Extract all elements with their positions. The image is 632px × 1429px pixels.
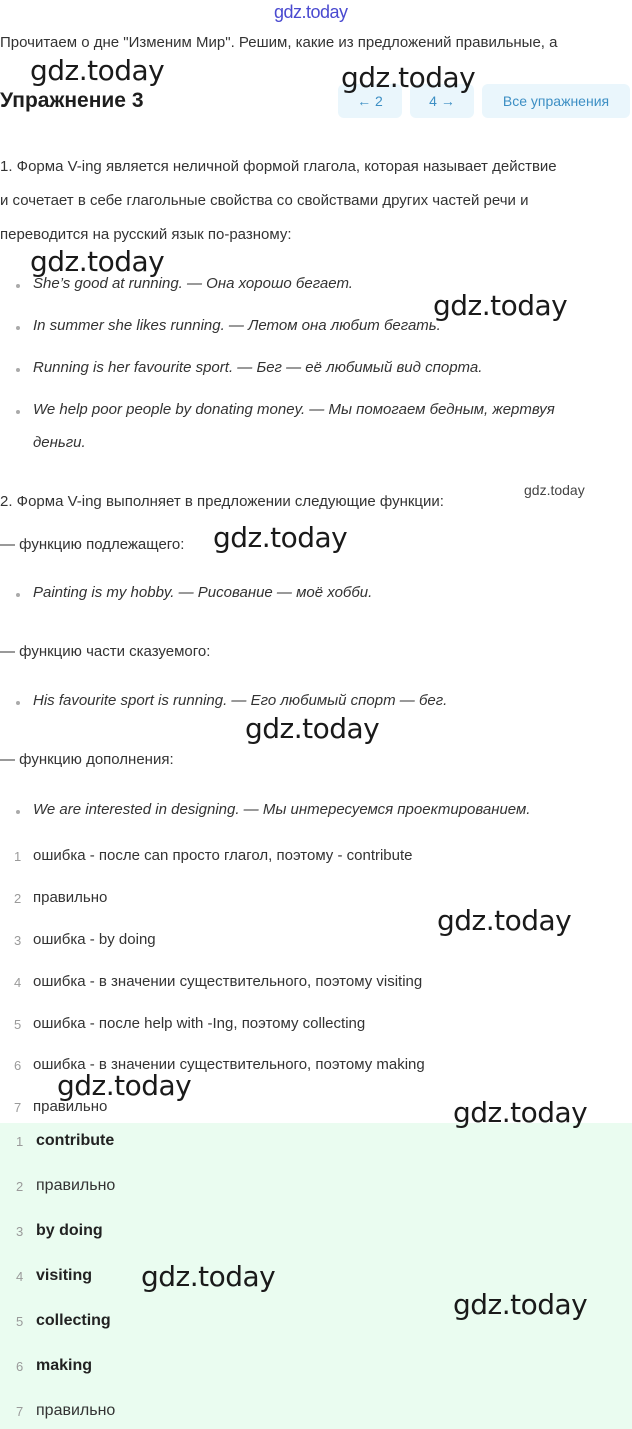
watermark-text: gdz.today bbox=[433, 289, 568, 322]
short-answer-text: by doing bbox=[36, 1222, 103, 1239]
all-exercises-button[interactable]: Все упражнения bbox=[482, 84, 630, 118]
function-subject: — функцию подлежащего: bbox=[0, 536, 185, 553]
watermark-text: gdz.today bbox=[453, 1096, 588, 1129]
answer-text: ошибка - после can просто глагол, поэтому - contribute bbox=[33, 847, 413, 864]
example-object: We are interested in designing. — Мы интересуемся проектированием. bbox=[33, 801, 531, 818]
bullet-dot bbox=[16, 593, 20, 597]
prev-exercise-button[interactable]: ← 2 bbox=[338, 84, 402, 118]
answer-number: 6 bbox=[14, 1058, 22, 1073]
answer-text: ошибка - в значении существительного, поэтому making bbox=[33, 1056, 425, 1073]
answer-number: 4 bbox=[14, 975, 22, 990]
short-answer-text: collecting bbox=[36, 1312, 111, 1329]
rule1-line: и сочетает в себе глагольные свойства со свойствами других частей речи и bbox=[0, 192, 529, 209]
answer-number: 1 bbox=[14, 849, 22, 864]
short-answer-text: visiting bbox=[36, 1267, 93, 1284]
function-predicate: — функцию части сказуемого: bbox=[0, 643, 211, 660]
short-answer-number: 5 bbox=[16, 1314, 24, 1329]
watermark-text: gdz.today bbox=[30, 54, 165, 87]
bullet-dot bbox=[16, 326, 20, 330]
example-item-continued: деньги. bbox=[33, 434, 86, 451]
short-answer-number: 3 bbox=[16, 1224, 24, 1239]
bullet-dot bbox=[16, 810, 20, 814]
example-item: Running is her favourite sport. — Бег — её любимый вид спорта. bbox=[33, 359, 483, 376]
short-answer-number: 1 bbox=[16, 1134, 24, 1149]
watermark-text: gdz.today bbox=[245, 712, 380, 745]
rule2-text: 2. Форма V-ing выполняет в предложении следующие функции: bbox=[0, 493, 444, 510]
short-answer-number: 4 bbox=[16, 1269, 24, 1284]
watermark-text: gdz.today bbox=[213, 521, 348, 554]
bullet-dot bbox=[16, 368, 20, 372]
rule1-line: переводится на русский язык по-разному: bbox=[0, 226, 292, 243]
short-answer-text: making bbox=[36, 1357, 93, 1374]
short-answer-number: 6 bbox=[16, 1359, 24, 1374]
answer-text: правильно bbox=[33, 889, 108, 906]
example-item: In summer she likes running. — Летом она любит бегать. bbox=[33, 317, 441, 334]
bullet-dot bbox=[16, 701, 20, 705]
short-answer-number: 7 bbox=[16, 1404, 24, 1419]
answer-text: ошибка - после help with -Ing, поэтому collecting bbox=[33, 1015, 366, 1032]
example-item: She’s good at running. — Она хорошо бегает. bbox=[33, 275, 353, 292]
short-answer-number: 2 bbox=[16, 1179, 24, 1194]
watermark-text: gdz.today bbox=[437, 904, 572, 937]
answer-number: 5 bbox=[14, 1017, 22, 1032]
watermark-text: gdz.today bbox=[141, 1260, 276, 1293]
watermark-text: gdz.today bbox=[524, 482, 585, 498]
answer-number: 3 bbox=[14, 933, 22, 948]
short-answer-text: правильно bbox=[36, 1177, 116, 1194]
short-answer-text: contribute bbox=[36, 1132, 115, 1149]
answer-number: 7 bbox=[14, 1100, 22, 1115]
answer-text: ошибка - by doing bbox=[33, 931, 156, 948]
example-predicate: His favourite sport is running. — Его любимый спорт — бег. bbox=[33, 692, 448, 709]
intro-text: Прочитаем о дне "Изменим Мир". Решим, какие из предложений правильные, а bbox=[0, 34, 558, 51]
next-exercise-button[interactable]: 4 → bbox=[410, 84, 474, 118]
bullet-dot bbox=[16, 284, 20, 288]
watermark-text: gdz.today bbox=[30, 245, 165, 278]
watermark-text: gdz.today bbox=[341, 61, 476, 94]
watermark-text: gdz.today bbox=[57, 1069, 192, 1102]
function-object: — функцию дополнения: bbox=[0, 751, 174, 768]
bullet-dot bbox=[16, 410, 20, 414]
example-item: We help poor people by donating money. — Мы помогаем бедным, жертвуя bbox=[33, 401, 555, 418]
answer-text: ошибка - в значении существительного, поэтому visiting bbox=[33, 973, 423, 990]
page-title: Упражнение 3 bbox=[0, 89, 144, 112]
short-answers-panel bbox=[0, 1123, 632, 1429]
answer-text: правильно bbox=[33, 1098, 108, 1115]
short-answer-text: правильно bbox=[36, 1402, 116, 1419]
brand-logo-text[interactable]: gdz.today bbox=[274, 2, 348, 22]
rule1-line: 1. Форма V-ing является неличной формой глагола, которая называет действие bbox=[0, 158, 557, 175]
watermark-text: gdz.today bbox=[453, 1288, 588, 1321]
answer-number: 2 bbox=[14, 891, 22, 906]
example-subject: Painting is my hobby. — Рисование — моё хобби. bbox=[33, 584, 373, 601]
